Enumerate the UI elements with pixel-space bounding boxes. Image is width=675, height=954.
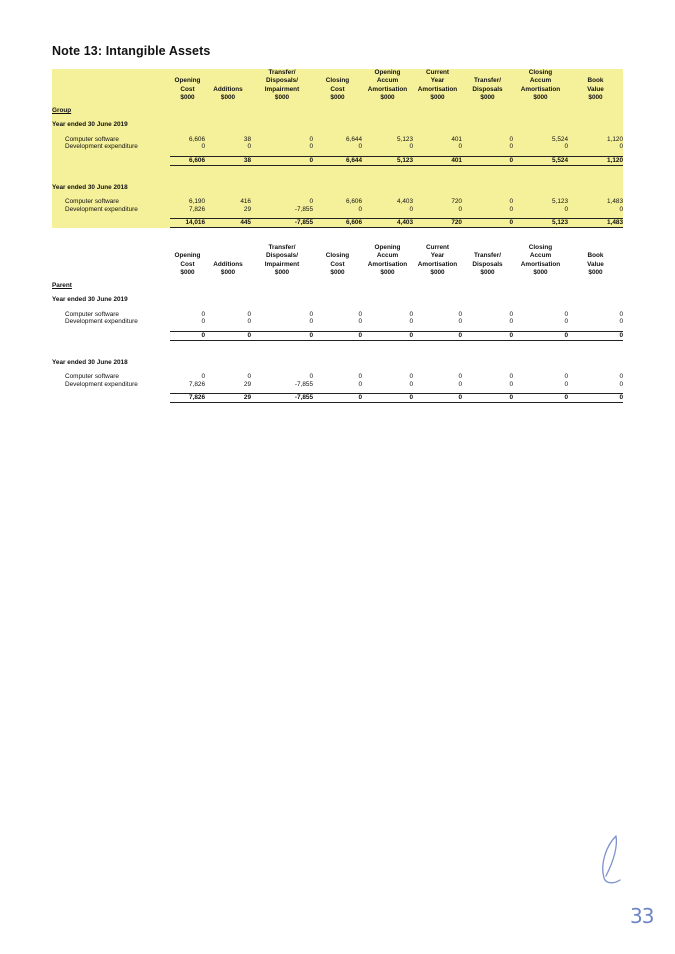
column-header: Disposals (472, 85, 503, 93)
cell-value: 29 (243, 380, 251, 388)
column-header: Amortisation (367, 85, 408, 93)
cell-value: 7,826 (189, 205, 205, 213)
total-row (52, 331, 623, 340)
cell-value: 0 (358, 205, 362, 213)
total-value: 6,606 (313, 219, 362, 228)
cell-value: 6,606 (346, 197, 362, 205)
column-header: $000 (533, 268, 548, 276)
column-header: Cost (330, 85, 345, 93)
group-table (52, 69, 623, 228)
cell-value: 29 (243, 205, 251, 213)
cell-value: 0 (247, 372, 251, 380)
cell-value: 0 (409, 372, 413, 380)
column-header: Year (430, 77, 445, 85)
page-number: 33 (630, 904, 654, 928)
year-heading: Year ended 30 June 2019 (52, 121, 128, 129)
year-heading-row (52, 178, 623, 198)
column-header: Transfer/ (268, 244, 296, 251)
cell-value: -7,855 (294, 380, 313, 388)
row-label: Computer software (65, 135, 119, 143)
year-heading: Year ended 30 June 2018 (52, 358, 128, 366)
total-value: 0 (362, 394, 413, 403)
row-label: Development expenditure (65, 318, 138, 326)
spacer (52, 165, 623, 178)
cell-value: 0 (309, 135, 313, 143)
total-value: 14,016 (170, 219, 205, 228)
total-spacer (52, 394, 170, 403)
column-header (170, 69, 205, 77)
column-header: $000 (430, 93, 445, 101)
total-value: 0 (251, 331, 313, 340)
cell-value: 0 (564, 205, 568, 213)
cell-value: 0 (201, 372, 205, 380)
column-header: Accum (529, 77, 552, 85)
cell-value: 0 (458, 318, 462, 326)
column-header: Impairment (264, 260, 300, 268)
cell-value: 0 (564, 310, 568, 318)
total-value: 0 (413, 331, 462, 340)
cell-value: 0 (509, 380, 513, 388)
total-value: 0 (313, 394, 362, 403)
column-header: Transfer/ (474, 77, 501, 85)
table-row (52, 143, 623, 151)
column-header: Opening (374, 69, 401, 76)
column-header: $000 (220, 268, 236, 276)
column-header: Cost (180, 85, 195, 93)
cell-value: 0 (247, 318, 251, 326)
spacer-row (52, 340, 623, 353)
column-header: Closing (325, 77, 350, 85)
cell-value: 0 (564, 318, 568, 326)
section-label: Group (52, 107, 72, 115)
year-heading: Year ended 30 June 2018 (52, 183, 128, 191)
cell-value: 0 (619, 372, 623, 380)
cell-value: 0 (458, 205, 462, 213)
column-header-row (52, 269, 623, 277)
column-header (205, 69, 251, 77)
cell-value: 0 (201, 318, 205, 326)
column-header (568, 69, 623, 77)
cell-value: 0 (509, 318, 513, 326)
cell-value: 6,190 (189, 197, 205, 205)
total-value: 0 (413, 394, 462, 403)
column-header: Impairment (264, 85, 300, 93)
total-row (52, 219, 623, 228)
header-spacer (52, 94, 170, 102)
cell-value: 401 (451, 135, 462, 143)
column-header: $000 (480, 93, 495, 101)
total-value: 0 (568, 394, 623, 403)
cell-value: 0 (309, 310, 313, 318)
cell-value: -7,855 (294, 205, 313, 213)
parent-body (52, 277, 623, 402)
column-header: Value (587, 260, 604, 268)
total-value: 5,123 (513, 219, 568, 228)
header-spacer (52, 86, 170, 94)
cell-value: 6,606 (189, 135, 205, 143)
total-value: 5,123 (362, 156, 413, 165)
column-header: Book (587, 252, 604, 260)
year-heading-row (52, 290, 623, 310)
cell-value: 0 (247, 143, 251, 151)
table-row (52, 373, 623, 381)
cell-value: 0 (619, 318, 623, 326)
column-header-row (52, 244, 623, 252)
cell-value: 0 (409, 143, 413, 151)
column-header: $000 (330, 268, 345, 276)
column-header: Opening (374, 244, 401, 251)
column-header: $000 (274, 268, 290, 276)
row-label: Computer software (65, 310, 119, 318)
column-header (205, 252, 251, 260)
total-value: 0 (362, 331, 413, 340)
total-value: 0 (170, 331, 205, 340)
total-value: 0 (205, 331, 251, 340)
cell-value: 0 (358, 310, 362, 318)
column-header: $000 (430, 268, 445, 276)
cell-value: 0 (409, 205, 413, 213)
column-header: Closing (325, 252, 350, 260)
total-spacer (52, 156, 170, 165)
column-header: Current (425, 69, 450, 76)
year-heading: Year ended 30 June 2019 (52, 296, 128, 304)
table-row (52, 198, 623, 206)
column-header: Amortisation (417, 260, 458, 268)
total-value: 1,483 (568, 219, 623, 228)
cell-value: 0 (201, 143, 205, 151)
total-value: 0 (462, 331, 513, 340)
column-header: Amortisation (367, 260, 408, 268)
column-header (205, 244, 251, 252)
total-row (52, 394, 623, 403)
cell-value: 4,403 (397, 197, 413, 205)
column-header: $000 (220, 93, 236, 101)
total-value: 5,524 (513, 156, 568, 165)
group-body (52, 102, 623, 227)
spacer-row (52, 165, 623, 178)
cell-value: 5,123 (397, 135, 413, 143)
column-header: $000 (380, 268, 395, 276)
column-header: Value (587, 85, 604, 93)
column-header: $000 (274, 93, 290, 101)
column-header (313, 69, 362, 77)
total-value: 720 (413, 219, 462, 228)
column-header-row (52, 94, 623, 102)
column-header: $000 (380, 93, 395, 101)
cell-value: 7,826 (189, 380, 205, 388)
header-spacer (52, 69, 170, 77)
cell-value: 0 (509, 135, 513, 143)
header-spacer (52, 252, 170, 260)
column-header: Additions (213, 260, 243, 268)
cell-value: 0 (458, 310, 462, 318)
total-value: 0 (462, 219, 513, 228)
total-value: 445 (205, 219, 251, 228)
cell-value: 38 (243, 135, 251, 143)
cell-value: 0 (619, 143, 623, 151)
cell-value: 416 (240, 197, 251, 205)
row-label: Development expenditure (65, 380, 138, 388)
column-header: Transfer/ (268, 69, 296, 76)
cell-value: 0 (358, 318, 362, 326)
total-value: 0 (462, 394, 513, 403)
table-row (52, 136, 623, 144)
cell-value: 720 (451, 197, 462, 205)
cell-value: 0 (309, 372, 313, 380)
column-header: Accum (376, 252, 399, 260)
column-header-row (52, 261, 623, 269)
total-value: 0 (513, 394, 568, 403)
column-header: Amortisation (520, 260, 561, 268)
total-value: 1,120 (568, 156, 623, 165)
parent-header (52, 244, 623, 277)
cell-value: 0 (409, 310, 413, 318)
column-header: Disposals/ (266, 252, 298, 260)
column-header: Disposals (472, 260, 503, 268)
total-value: 6,606 (170, 156, 205, 165)
column-header: Amortisation (417, 85, 458, 93)
section-label-row (52, 102, 623, 115)
column-header (170, 244, 205, 252)
total-spacer (52, 331, 170, 340)
column-header-row (52, 86, 623, 94)
total-value: 0 (513, 331, 568, 340)
spacer (52, 340, 623, 353)
column-header: Cost (180, 260, 195, 268)
column-header: $000 (330, 93, 345, 101)
total-value: 38 (205, 156, 251, 165)
column-header: Amortisation (520, 85, 561, 93)
page-title: Note 13: Intangible Assets (52, 44, 211, 58)
total-value: 4,403 (362, 219, 413, 228)
cell-value: 0 (619, 380, 623, 388)
column-header: Current (425, 244, 450, 251)
cell-value: 0 (309, 143, 313, 151)
cell-value: 0 (409, 318, 413, 326)
total-value: 0 (251, 156, 313, 165)
column-header: Accum (529, 252, 552, 260)
cell-value: 6,644 (346, 135, 362, 143)
cell-value: 5,123 (552, 197, 568, 205)
column-header: Opening (174, 77, 201, 85)
table-row (52, 318, 623, 326)
column-header: Book (587, 77, 604, 85)
cell-value: 0 (458, 380, 462, 388)
column-header: Year (430, 252, 445, 260)
cell-value: 0 (458, 372, 462, 380)
column-header: Transfer/ (474, 252, 501, 260)
cell-value: 0 (358, 143, 362, 151)
total-value: 0 (568, 331, 623, 340)
handwritten-initial-icon (594, 834, 634, 886)
section-label-row (52, 277, 623, 290)
total-value: 6,644 (313, 156, 362, 165)
column-header (462, 244, 513, 252)
table-row (52, 311, 623, 319)
column-header-row (52, 77, 623, 85)
row-label: Development expenditure (65, 143, 138, 151)
column-header (205, 77, 251, 85)
column-header: $000 (180, 268, 195, 276)
column-header (462, 69, 513, 77)
total-value: 29 (205, 394, 251, 403)
cell-value: 0 (509, 205, 513, 213)
table-row (52, 381, 623, 389)
column-header: Opening (174, 252, 201, 260)
column-header: $000 (480, 268, 495, 276)
table-row (52, 206, 623, 214)
group-header (52, 69, 623, 102)
total-value: 7,826 (170, 394, 205, 403)
header-spacer (52, 269, 170, 277)
cell-value: 1,120 (607, 135, 623, 143)
cell-value: 0 (201, 310, 205, 318)
column-header (568, 244, 623, 252)
cell-value: 0 (564, 143, 568, 151)
column-header: Cost (330, 260, 345, 268)
column-header: $000 (533, 93, 548, 101)
year-heading-row (52, 353, 623, 373)
cell-value: 0 (509, 310, 513, 318)
cell-value: 0 (619, 205, 623, 213)
column-header: $000 (180, 93, 195, 101)
total-value: -7,855 (251, 219, 313, 228)
column-header: $000 (588, 268, 603, 276)
column-header: Closing (528, 69, 553, 76)
parent-table (52, 244, 623, 403)
cell-value: 0 (358, 380, 362, 388)
column-header: Additions (213, 85, 243, 93)
cell-value: 0 (509, 197, 513, 205)
column-header-row (52, 69, 623, 77)
total-value: 401 (413, 156, 462, 165)
cell-value: 0 (309, 318, 313, 326)
total-row (52, 156, 623, 165)
cell-value: 0 (247, 310, 251, 318)
column-header: Accum (376, 77, 399, 85)
cell-value: 0 (619, 310, 623, 318)
column-header: Disposals/ (266, 77, 298, 85)
total-value: -7,855 (251, 394, 313, 403)
total-value: 0 (313, 331, 362, 340)
cell-value: 1,483 (607, 197, 623, 205)
cell-value: 0 (309, 197, 313, 205)
section-label: Parent (52, 282, 72, 290)
cell-value: 0 (409, 380, 413, 388)
cell-value: 0 (458, 143, 462, 151)
cell-value: 0 (358, 372, 362, 380)
row-label: Development expenditure (65, 205, 138, 213)
column-header: Closing (528, 244, 553, 251)
year-heading-row (52, 115, 623, 135)
cell-value: 0 (509, 372, 513, 380)
column-header (313, 244, 362, 252)
cell-value: 5,524 (552, 135, 568, 143)
cell-value: 0 (509, 143, 513, 151)
header-spacer (52, 261, 170, 269)
total-value: 0 (462, 156, 513, 165)
row-label: Computer software (65, 197, 119, 205)
total-spacer (52, 219, 170, 228)
header-spacer (52, 77, 170, 85)
header-spacer (52, 244, 170, 252)
cell-value: 0 (564, 380, 568, 388)
cell-value: 0 (564, 372, 568, 380)
column-header: $000 (588, 93, 603, 101)
row-label: Computer software (65, 372, 119, 380)
column-header-row (52, 252, 623, 260)
